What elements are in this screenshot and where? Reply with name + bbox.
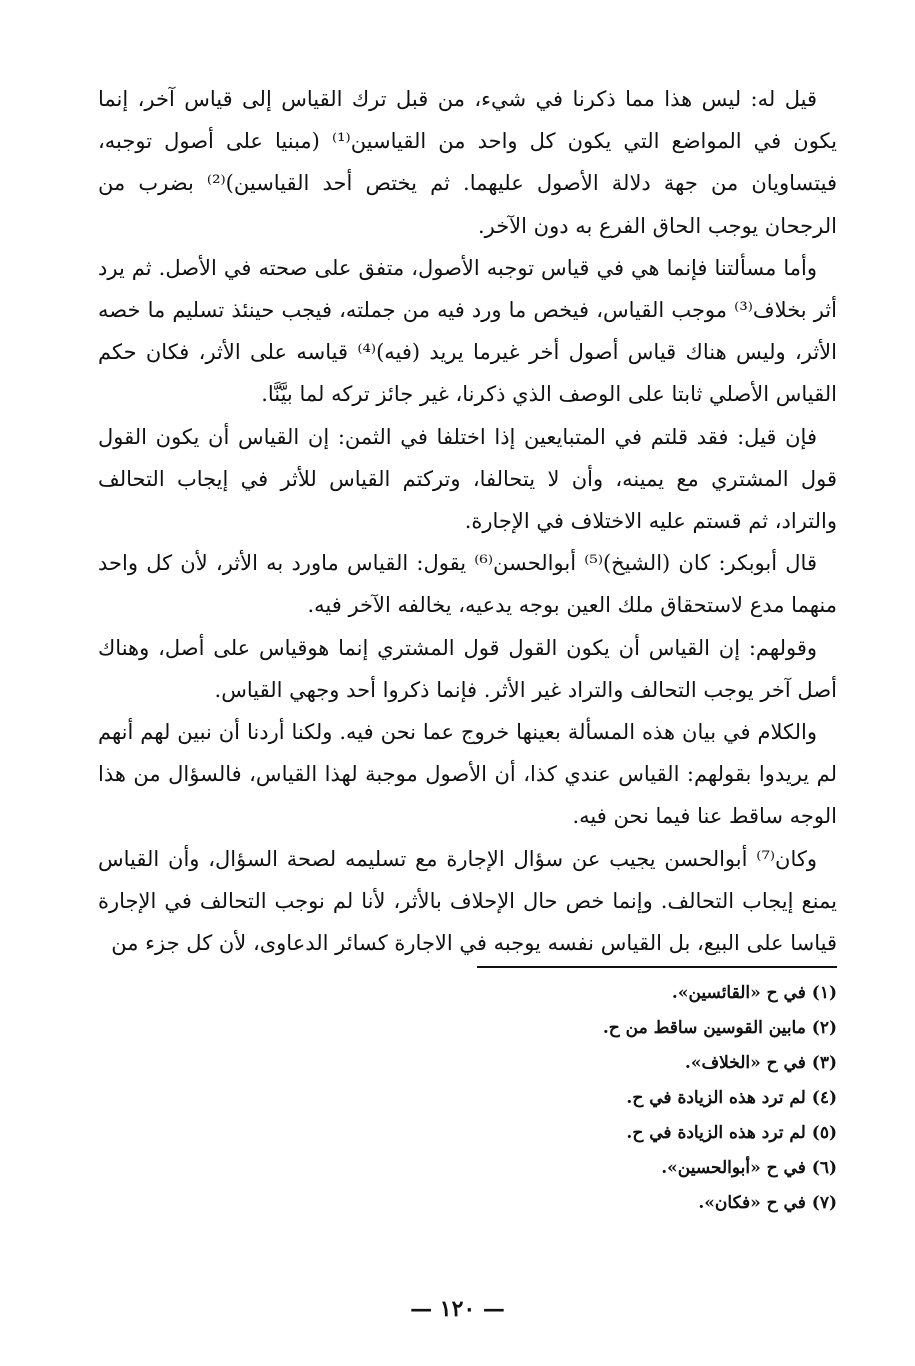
footnote-2: (٢) مابين القوسين ساقط من ح.: [602, 1018, 837, 1038]
paragraph-1: قيل له: ليس هذا مما ذكرنا في شيء، من قبل ترك القياس إلى قياس آخر، إنما يكون في المواضع التي يكون كل واحد من القياسين⁽¹⁾ (مبنيا على أصول توجبه، فيتساويان من جهة دلالة الأصول عليهما. ثم يختص أحد القياسين)⁽²⁾ بضرب من الرجحان يوجب الحاق الفرع به دون الآخر.: [98, 87, 837, 238]
page-number: — ١٢٠ —: [410, 1296, 505, 1322]
footnote-3: (٣) في ح «الخلاف».: [684, 1053, 837, 1073]
paragraph-7: وكان⁽⁷⁾ أبوالحسن يجيب عن سؤال الإجارة مع تسليمه لصحة السؤال، وأن القياس يمنع إيجاب التحالف. وإنما خص حال الإحلاف بالأثر، لأنا لم نوجب التحالف في الإجارة قياسا على البيع، بل القياس نفسه يوجبه في الاجارة كسائر الدعاوى، لأن كل جزء من: [98, 846, 837, 956]
footnote-6: (٦) في ح «أبوالحسين».: [661, 1158, 837, 1178]
footnote-separator: [477, 966, 837, 968]
footnote-1: (١) في ح «القائسين».: [671, 983, 837, 1003]
paragraph-2: وأما مسألتنا فإنما هي في قياس توجبه الأصول، متفق على صحته في الأصل. ثم يرد أثر بخلاف⁽³⁾ موجب القياس، فيخص ما ورد فيه من جملته، فيجب حينئذ تسليم ما خصه الأثر، وليس هناك قياس أصول أخر غيرما يريد (فيه)⁽⁴⁾ قياسه على الأثر، فكان حكم القياس الأصلي ثابتا على الوصف الذي ذكرنا، غير جائز تركه لما بيَّنَّا.: [98, 255, 837, 407]
paragraph-4: قال أبوبكر: كان (الشيخ)⁽⁵⁾ أبوالحسن⁽⁶⁾ يقول: القياس ماورد به الأثر، لأن كل واحد منهما مدع لاستحقاق ملك العين بوجه يدعيه، يخالفه الآخر فيه.: [98, 551, 837, 618]
paragraph-5: وقولهم: إن القياس أن يكون القول قول المشتري إنما هوقياس على أصل، وهناك أصل آخر يوجب التحالف والتراد غير الأثر. فإنما ذكروا أحد وجهي القياس.: [98, 635, 837, 702]
footnote-7: (٧) في ح «فكان».: [698, 1193, 837, 1213]
paragraph-3: فإن قيل: فقد قلتم في المتبايعين إذا اختلفا في الثمن: إن القياس أن يكون القول قول المشتري مع يمينه، وأن لا يتحالفا، وتركتم القياس للأثر في إيجاب التحالف والتراد، ثم قستم عليه الاختلاف في الإجارة.: [98, 424, 837, 534]
main-text: [98, 78, 837, 964]
footnote-4: (٤) لم ترد هذه الزيادة في ح.: [626, 1088, 837, 1108]
paragraph-6: والكلام في بيان هذه المسألة بعينها خروج عما نحن فيه. ولكنا أردنا أن نبين لهم أنهم لم يريدوا بقولهم: القياس عندي كذا، أن الأصول موجبة لهذا القياس، فالسؤال من هذا الوجه ساقط عنا فيما نحن فيه.: [98, 720, 837, 829]
footnote-5: (٥) لم ترد هذه الزيادة في ح.: [626, 1123, 837, 1143]
footnotes: [300, 976, 837, 1221]
